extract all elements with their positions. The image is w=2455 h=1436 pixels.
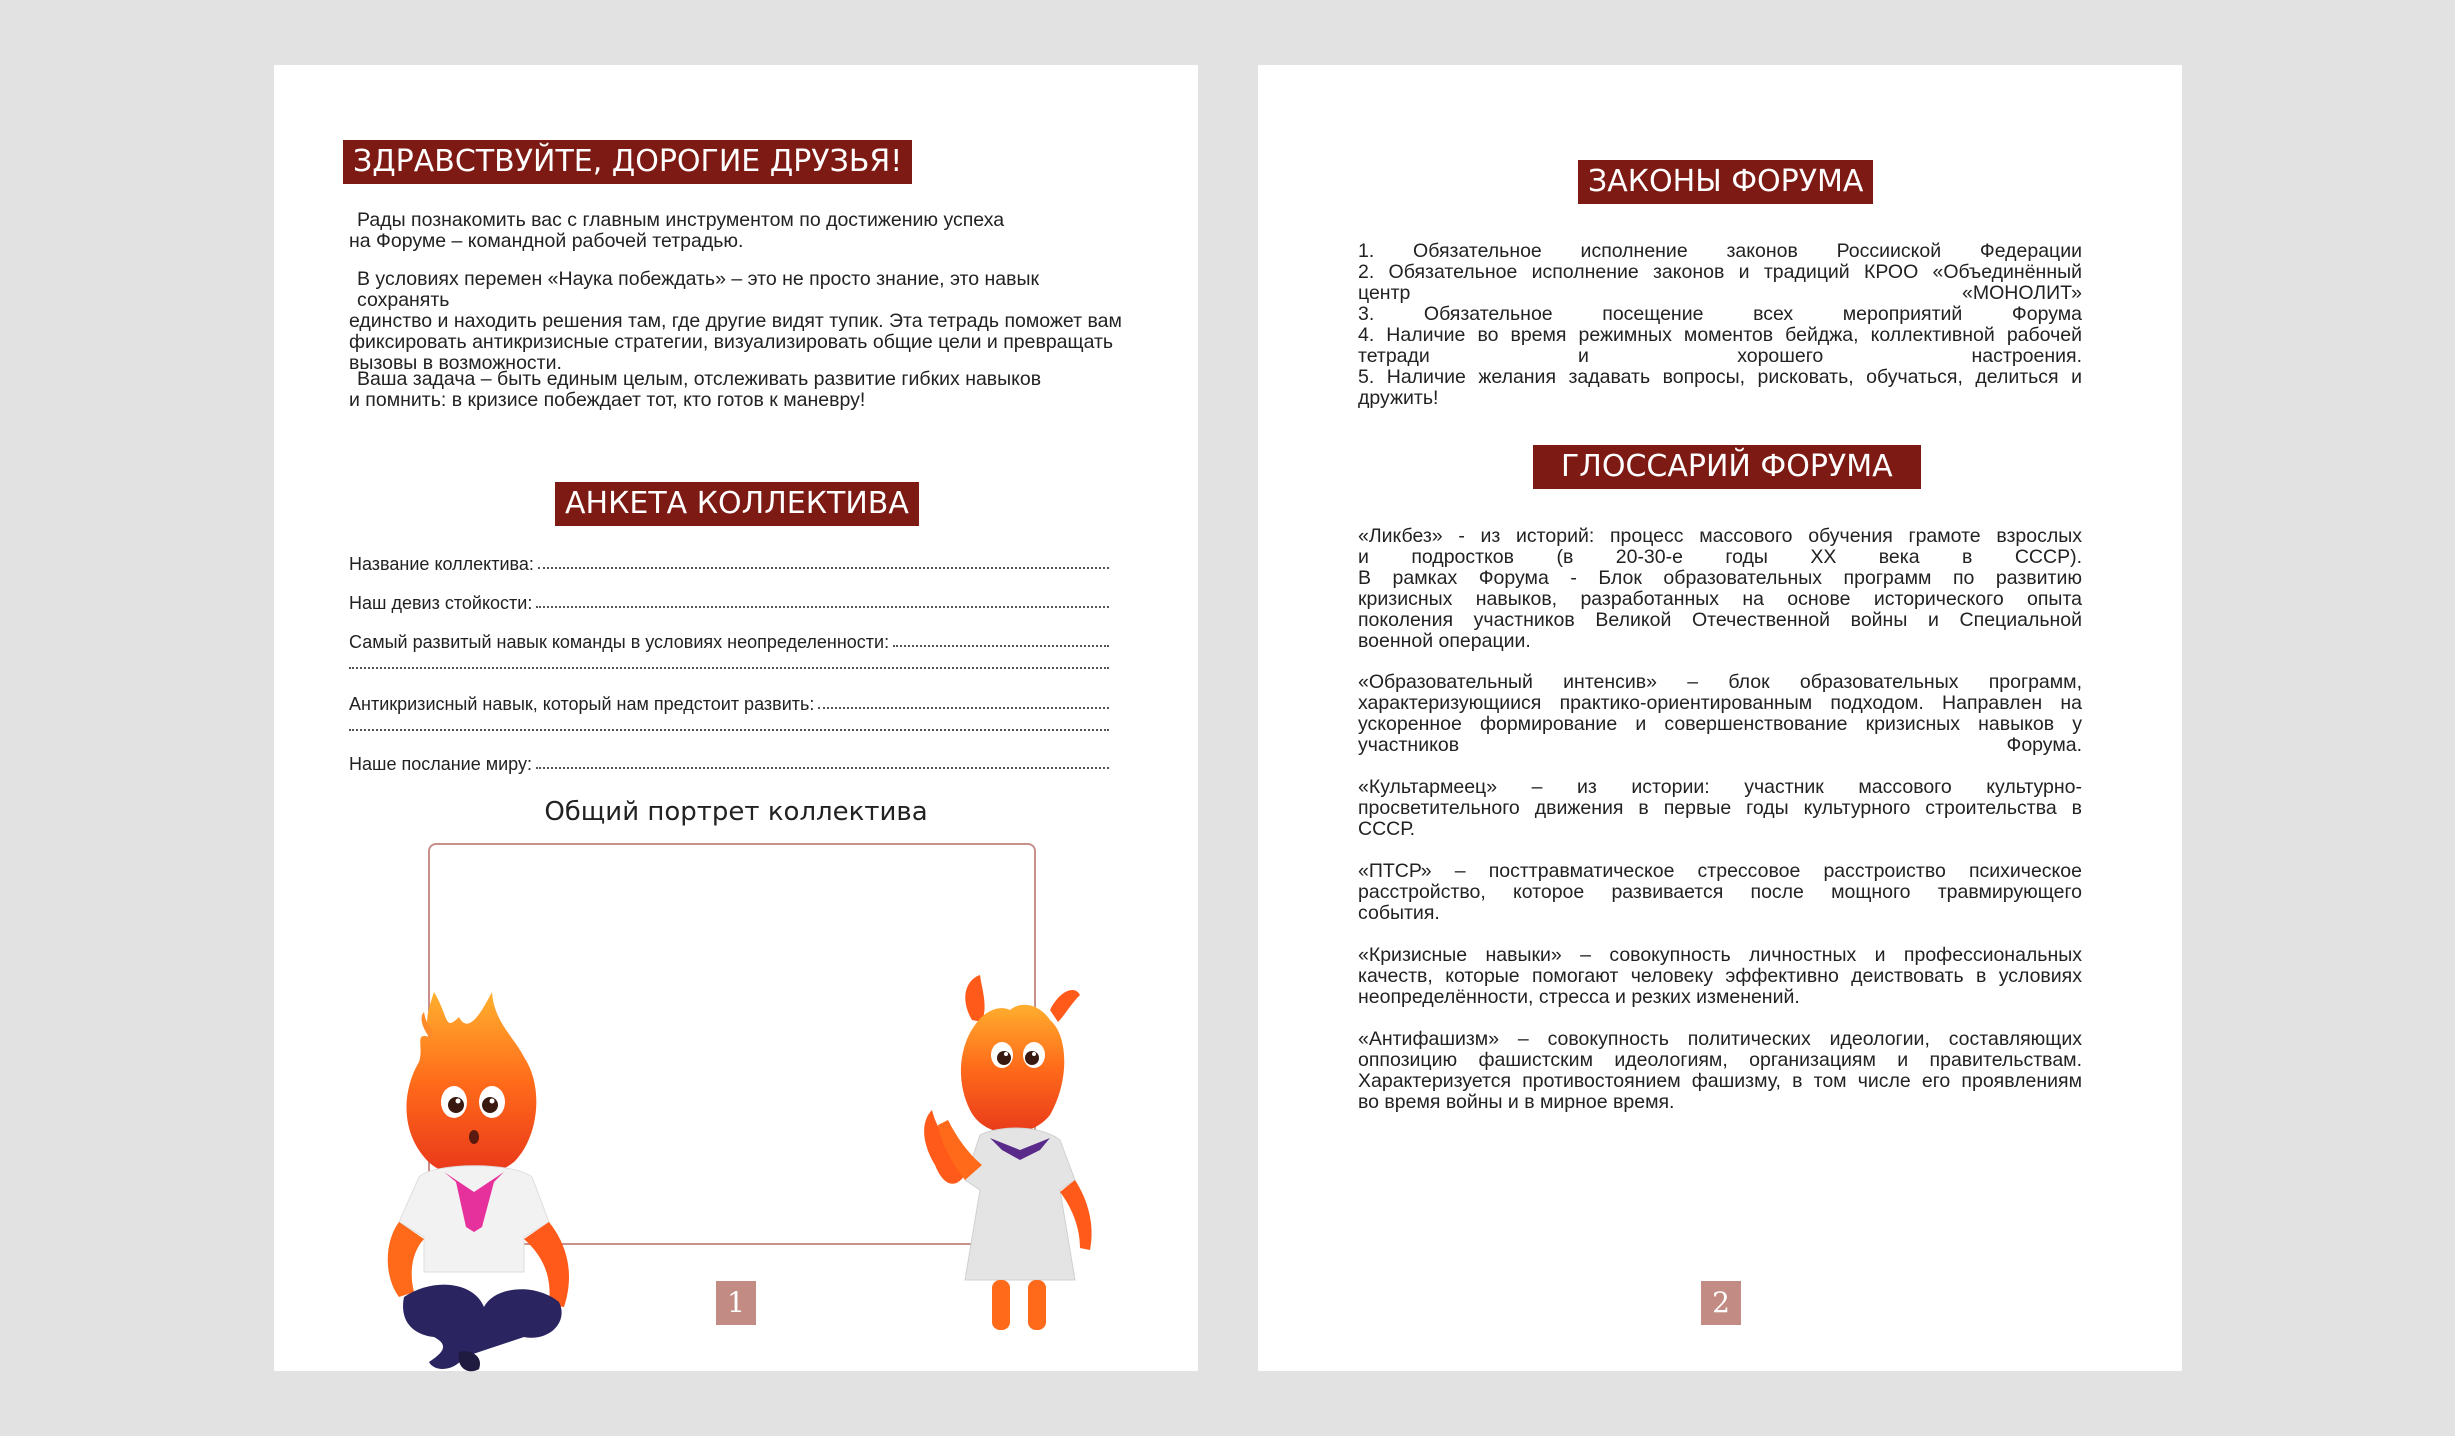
intro-line: Ваша задача – быть единым целым, отслеживать развитие гибких навыков <box>357 368 1042 390</box>
fill-line[interactable] <box>536 606 1109 608</box>
law-line: 4. Наличие во время режимных моментов бейджа, коллективной рабочей <box>1358 324 2082 346</box>
field-skill-to-develop[interactable] <box>349 691 1109 715</box>
glossary-entry-antifascism <box>1358 1029 2082 1113</box>
fill-line[interactable] <box>818 707 1109 709</box>
law-line: дружить! <box>1358 387 1439 409</box>
glossary-line: события. <box>1358 902 1440 924</box>
glossary-line: поколения участников Великой Отечественной войны и Специальной <box>1358 609 2082 631</box>
glossary-line: «Кризисные навыки» – совокупность личностных и профессиональных <box>1358 944 2082 966</box>
glossary-line: оппозицию фашистским идеологиям, организациям и правительствам. <box>1358 1049 2082 1071</box>
form-title: АНКЕТА КОЛЛЕКТИВА <box>555 482 919 526</box>
glossary-entry-intensive <box>1358 672 2082 756</box>
fill-line[interactable] <box>893 645 1109 647</box>
law-line: 2. Обязательное исполнение законов и традиций КРОО «Объединённый <box>1358 261 2082 283</box>
fill-line[interactable] <box>536 767 1109 769</box>
glossary-line: «ПТСР» – посттравматическое стрессовое расстроиство психическое <box>1358 860 2082 882</box>
law-line: 3. Обязательное посещение всех мероприятий Форума <box>1358 303 2082 325</box>
glossary-line: СССР. <box>1358 818 1415 840</box>
field-label: Самый развитый навык команды в условиях неопределенности: <box>349 632 890 652</box>
field-label: Антикризисный навык, который нам предстоит развить: <box>349 694 815 714</box>
field-best-skill[interactable] <box>349 629 1109 653</box>
intro-line: В условиях перемен «Наука побеждать» – это не просто знание, это навык сохранять <box>357 268 1040 311</box>
glossary-line: характеризующиися практико-ориентированным подходом. Направлен на <box>1358 692 2082 714</box>
glossary-title: ГЛОССАРИЙ ФОРУМА <box>1533 445 1921 489</box>
workbook-page-2 <box>1258 65 2182 1371</box>
field-motto[interactable] <box>349 590 1109 614</box>
intro-line: и помнить: в кризисе побеждает тот, кто готов к маневру! <box>349 389 866 411</box>
law-line: центр «МОНОЛИТ» <box>1358 282 2082 304</box>
flame-mascot-boy-icon <box>374 977 584 1377</box>
glossary-line: «Ликбез» - из историй: процесс массового обучения грамоте взрослых <box>1358 525 2082 547</box>
intro-line: на Форуме – командной рабочей тетрадью. <box>349 230 744 252</box>
fill-line[interactable] <box>538 567 1109 569</box>
intro-paragraph-2 <box>349 269 1129 374</box>
glossary-entry-ptsd <box>1358 861 2082 924</box>
law-line: тетради и хорошего настроения. <box>1358 345 2082 367</box>
glossary-line: неопределённости, стресса и резких изменений. <box>1358 986 1800 1008</box>
law-line: 5. Наличие желания задавать вопросы, рисковать, обучаться, делиться и <box>1358 366 2082 388</box>
intro-line: единство и находить решения там, где другие видят тупик. Эта тетрадь поможет вам <box>349 310 1122 332</box>
page-number: 1 <box>716 1281 756 1325</box>
law-line: 1. Обязательное исполнение законов Россииской Федерации <box>1358 240 2082 262</box>
laws-title: ЗАКОНЫ ФОРУМА <box>1578 160 1873 204</box>
glossary-line: «Культармеец» – из истории: участник массового культурно- <box>1358 776 2082 798</box>
glossary-line: качеств, которые помогают человеку эффективно деиствовать в условиях <box>1358 965 2082 987</box>
glossary-line: кризисных навыков, разработанных на основе исторического опыта <box>1358 588 2082 610</box>
glossary-line: просветительного движения в первые годы культурного строительства в <box>1358 797 2082 819</box>
glossary-line: «Антифашизм» – совокупность политических идеологии, составляющих <box>1358 1028 2082 1050</box>
field-label: Наш девиз стойкости: <box>349 593 533 613</box>
fill-line-extra[interactable] <box>349 729 1109 731</box>
glossary-line: Характеризуется противостоянием фашизму, в том числе его проявлениям <box>1358 1070 2082 1092</box>
glossary-line: военной операции. <box>1358 630 1531 652</box>
fill-line-extra[interactable] <box>349 667 1109 669</box>
glossary-line: участников Форума. <box>1358 734 2082 756</box>
intro-paragraph-1 <box>349 210 1129 252</box>
field-label: Наше послание миру: <box>349 754 532 774</box>
glossary-line: В рамках Форума - Блок образовательных программ по развитию <box>1358 567 2082 589</box>
glossary-line: расстройство, которое развивается после мощного травмирующего <box>1358 881 2082 903</box>
glossary-line: и подростков (в 20-30-е годы XX века в СССР). <box>1358 546 2082 568</box>
field-team-name[interactable] <box>349 551 1109 575</box>
intro-paragraph-3 <box>349 369 1129 411</box>
intro-line: фиксировать антикризисные стратегии, визуализировать общие цели и превращать <box>349 331 1114 353</box>
workbook-page-1 <box>274 65 1198 1371</box>
portrait-title: Общий портрет коллектива <box>544 797 928 827</box>
field-message[interactable] <box>349 751 1109 775</box>
intro-line: Рады познакомить вас с главным инструментом по достижению успеха <box>357 209 1005 231</box>
laws-list <box>1358 241 2082 409</box>
glossary-entry-kultarmeets <box>1358 777 2082 840</box>
greeting-title: ЗДРАВСТВУЙТЕ, ДОРОГИЕ ДРУЗЬЯ! <box>343 140 912 184</box>
intro-line: вызовы в возможности. <box>349 352 562 374</box>
glossary-line: «Образовательный интенсив» – блок образовательных программ, <box>1358 671 2082 693</box>
glossary-entry-crisis-skills <box>1358 945 2082 1008</box>
flame-mascot-girl-icon <box>910 950 1110 1360</box>
field-label: Название коллектива: <box>349 554 534 574</box>
page-number: 2 <box>1701 1281 1741 1325</box>
glossary-entry-likbez <box>1358 526 2082 652</box>
glossary-line: во время войны и в мирное время. <box>1358 1091 1675 1113</box>
glossary-line: ускоренное формирование и совершенствование кризисных навыков у <box>1358 713 2082 735</box>
